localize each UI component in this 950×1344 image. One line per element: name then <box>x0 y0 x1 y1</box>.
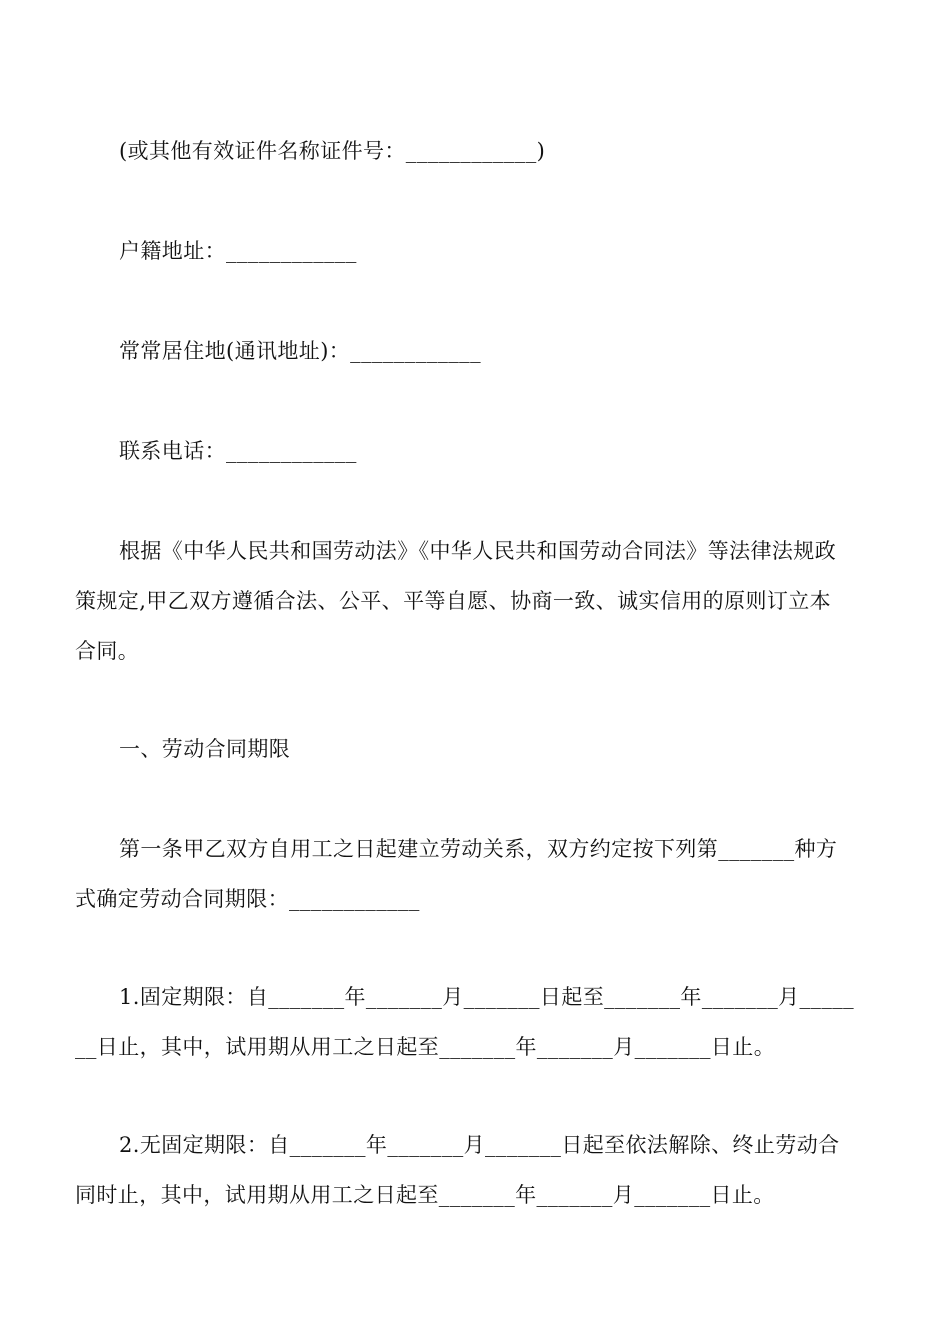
section-heading: 一、劳动合同期限 <box>119 737 291 761</box>
open-term-line-2: 同时止，其中，试用期从用工之日起至_______年_______月_______日止。 <box>75 1183 775 1207</box>
fixed-term-line-1: 1.固定期限：自_______年_______月_______日起至_______年_______月_____ <box>119 985 855 1009</box>
article-1-line-1: 第一条甲乙双方自用工之日起建立劳动关系，双方约定按下列第_______种方 <box>119 837 838 861</box>
residence-address-line: 常常居住地(通讯地址)：____________ <box>119 339 481 363</box>
preamble-line-2: 策规定,甲乙双方遵循合法、公平、平等自愿、协商一致、诚实信用的原则订立本 <box>75 589 832 613</box>
preamble-line-3: 合同。 <box>75 639 140 663</box>
preamble-line-1: 根据《中华人民共和国劳动法》《中华人民共和国劳动合同法》等法律法规政 <box>119 539 837 563</box>
phone-line: 联系电话：____________ <box>119 439 357 463</box>
open-term-line-1: 2.无固定期限：自_______年_______月_______日起至依法解除、终止劳动合 <box>119 1133 840 1157</box>
household-address-line: 户籍地址：____________ <box>119 239 357 263</box>
id-document-line: (或其他有效证件名称证件号：____________) <box>119 139 546 163</box>
article-1-line-2: 式确定劳动合同期限：____________ <box>75 887 420 911</box>
fixed-term-line-2: __日止，其中，试用期从用工之日起至_______年_______月_______日止。 <box>75 1035 776 1059</box>
